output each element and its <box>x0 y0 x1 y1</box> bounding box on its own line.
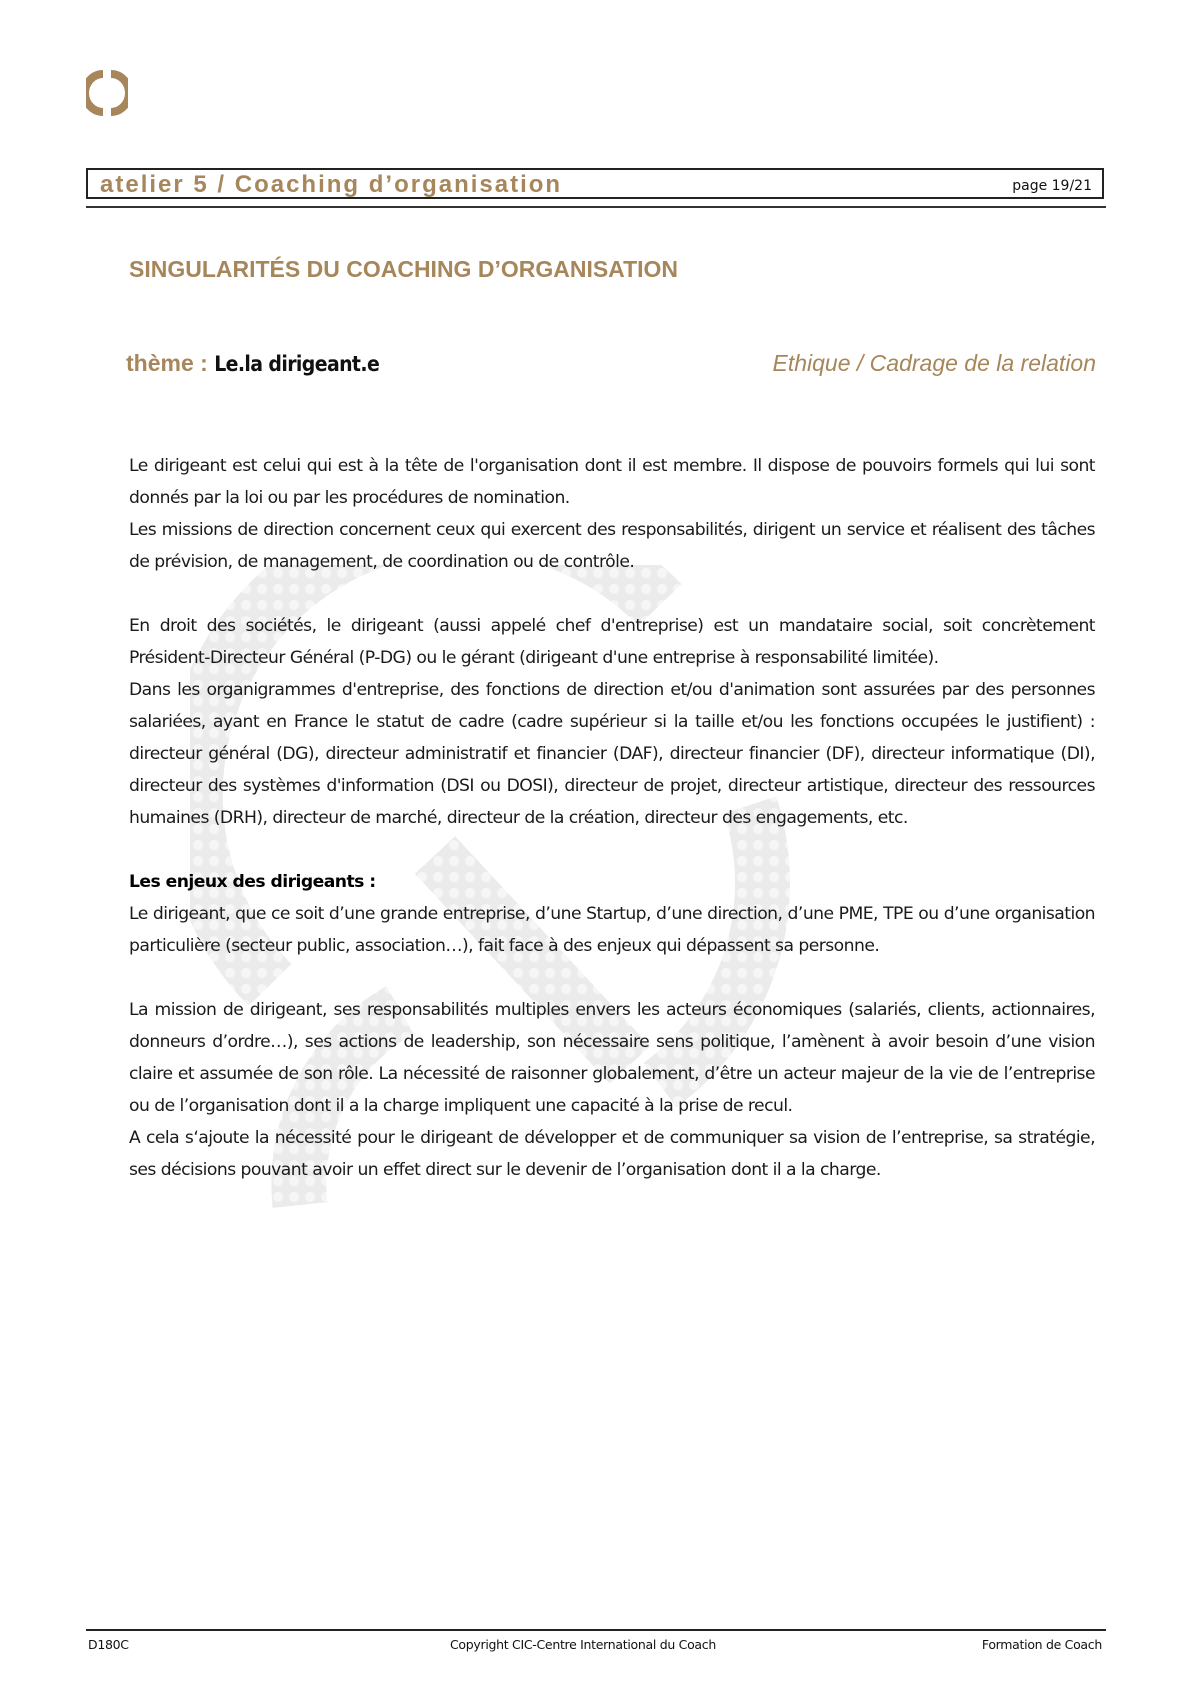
section-title: SINGULARITÉS DU COACHING D’ORGANISATION <box>129 256 679 282</box>
subheading: Les enjeux des dirigeants : <box>129 872 376 892</box>
paragraph: En droit des sociétés, le dirigeant (aussi appelé chef d'entreprise) est un mandataire social, soit concrètement Président-Directeur Général (P-DG) ou le gérant (dirigeant d'une entreprise à responsabilité limitée). <box>129 616 1095 668</box>
document-header <box>86 168 1104 199</box>
paragraph: Dans les organigrammes d'entreprise, des fonctions de direction et/ou d'animation sont assurées par des personnes salariées, ayant en France le statut de cadre (cadre supérieur si la taille et/ou les fonctions occupées le justifient) : directeur général (DG), directeur administratif et financier (DAF), directeur financier (DF), directeur informatique (DI), directeur des systèmes d'information (DSI ou DOSI), directeur de projet, directeur artistique, directeur des ressources humaines (DRH), directeur de marché, directeur de la création, directeur des engagements, etc. <box>129 680 1095 828</box>
footer-divider <box>86 1629 1106 1631</box>
cic-ring-logo-icon <box>86 70 128 116</box>
theme-row <box>126 350 1096 380</box>
footer-copyright: Copyright CIC-Centre International du Coach <box>450 1637 716 1652</box>
page-number: page 19/21 <box>1012 178 1092 194</box>
paragraph: Les missions de direction concernent ceux qui exercent des responsabilités, dirigent un service et réalisent des tâches de prévision, de management, de coordination ou de contrôle. <box>129 520 1095 572</box>
theme-value: Le.la dirigeant.e <box>214 352 380 376</box>
header-title: atelier 5 / Coaching d’organisation <box>100 171 563 198</box>
paragraph: La mission de dirigeant, ses responsabilités multiples envers les acteurs économiques (salariés, clients, actionnaires, donneurs d’ordre…), ses actions de leadership, son nécessaire sens politique, l’amènent à avoir besoin d’une vision claire et assumée de son rôle. La nécessité de raisonner globalement, d’être un acteur majeur de la vie de l’entreprise ou de l’organisation dont il a la charge impliquent une capacité à la prise de recul. <box>129 1000 1095 1116</box>
paragraph: A cela s‘ajoute la nécessité pour le dirigeant de développer et de communiquer sa vision de l’entreprise, sa stratégie, ses décisions pouvant avoir un effet direct sur le devenir de l’organisation dont il a la charge. <box>129 1128 1095 1180</box>
paragraph: Le dirigeant, que ce soit d’une grande entreprise, d’une Startup, d’une direction, d’une PME, TPE ou d’une organisation particulière (secteur public, association…), fait face à des enjeux qui dépassent sa personne. <box>129 904 1095 956</box>
document-body <box>129 450 1095 1186</box>
header-divider <box>86 206 1106 208</box>
footer-program: Formation de Coach <box>981 1637 1102 1652</box>
paragraph: Le dirigeant est celui qui est à la tête de l'organisation dont il est membre. Il dispose de pouvoirs formels qui lui sont donnés par la loi ou par les procédures de nomination. <box>129 456 1095 508</box>
theme-category: Ethique / Cadrage de la relation <box>772 350 1096 376</box>
footer-code: D180C <box>88 1637 129 1652</box>
theme-label: thème : <box>126 350 215 376</box>
